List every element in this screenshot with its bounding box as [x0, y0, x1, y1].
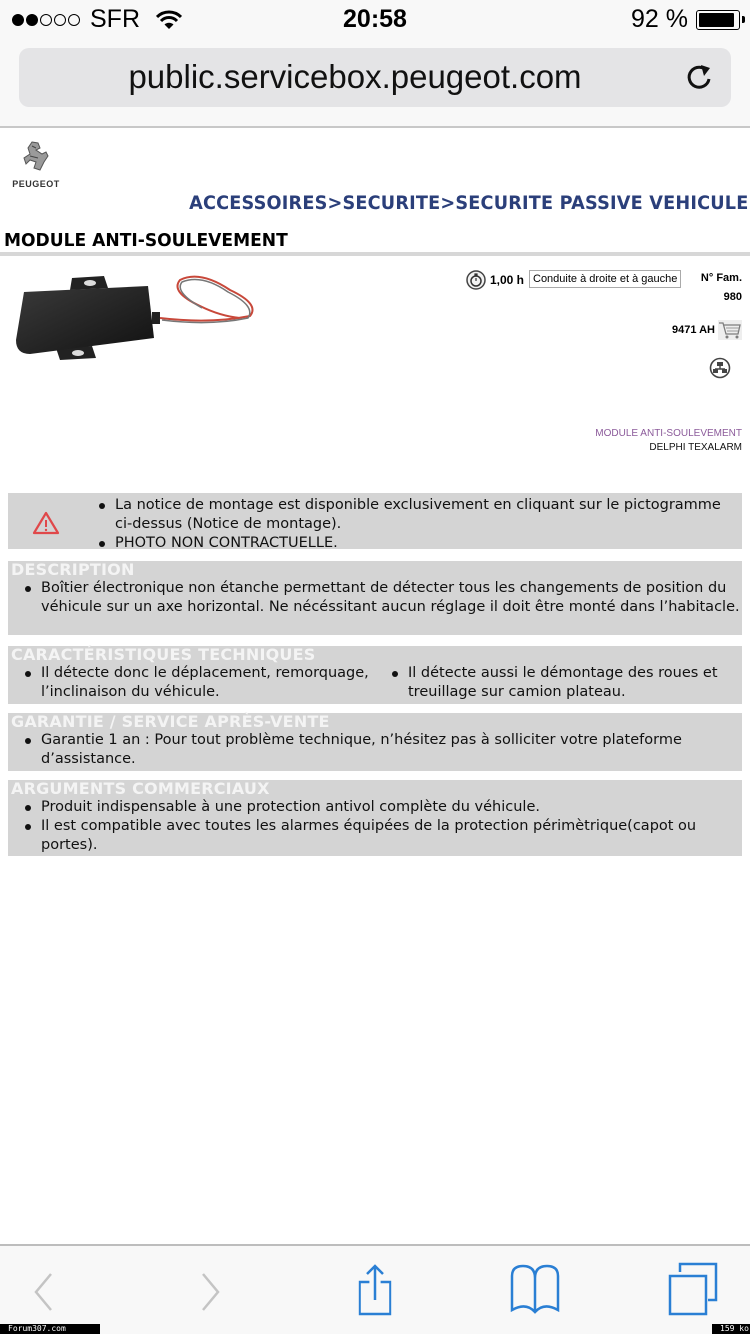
tabs-button[interactable] — [668, 1262, 718, 1318]
section-heading: CARACTÉRISTIQUES TECHNIQUES — [11, 645, 316, 664]
forward-button[interactable] — [186, 1262, 236, 1318]
list-item: Il détecte aussi le démontage des roues et treuillage sur camion plateau. — [375, 664, 742, 702]
reference-row — [672, 320, 742, 340]
drive-side-label: Conduite à droite et à gauche — [529, 270, 681, 288]
technical-specs-section — [8, 646, 742, 704]
section-heading: DESCRIPTION — [11, 560, 135, 579]
list-item: Il détecte donc le déplacement, remorquage, l’inclinaison du véhicule. — [8, 664, 375, 702]
section-heading: GARANTIE / SERVICE APRÈS-VENTE — [11, 712, 330, 731]
share-button[interactable] — [350, 1262, 400, 1318]
bookmarks-button[interactable] — [510, 1262, 560, 1318]
family-number-value: 980 — [723, 291, 742, 303]
book-icon — [510, 1262, 560, 1318]
chevron-right-icon — [186, 1262, 236, 1318]
lion-icon — [18, 140, 54, 172]
reload-icon[interactable] — [683, 61, 715, 93]
notice-item: La notice de montage est disponible exclusivement en cliquant sur le pictogramme ci-dessus (Notice de montage). — [82, 496, 736, 534]
browser-chrome — [0, 0, 750, 128]
assembly-notice-icon[interactable] — [709, 357, 731, 379]
product-caption-brand: DELPHI TEXALARM — [649, 442, 742, 453]
title-divider — [0, 252, 750, 256]
sales-arguments-section — [8, 780, 742, 856]
install-time — [466, 270, 524, 290]
list-item: Produit indispensable à une protection antivol complète du véhicule. — [8, 798, 742, 817]
watermark-forum: Forum307.com — [0, 1324, 100, 1334]
status-bar — [0, 0, 750, 40]
battery-icon — [696, 10, 740, 30]
carrier-name: SFR — [90, 5, 140, 33]
battery-percent: 92 % — [631, 5, 688, 33]
list-item: Il est compatible avec toutes les alarmes équipées de la protection périmètrique(capot ou portes). — [8, 817, 742, 855]
notice-item: PHOTO NON CONTRACTUELLE. — [82, 534, 736, 553]
cart-icon[interactable] — [718, 320, 742, 340]
stopwatch-icon — [466, 270, 486, 290]
install-time-value: 1,00 h — [489, 273, 524, 287]
page-title: MODULE ANTI-SOULEVEMENT — [4, 230, 288, 251]
notice-list — [82, 496, 736, 553]
warning-icon — [32, 511, 60, 535]
back-button[interactable] — [18, 1262, 68, 1318]
description-section — [8, 561, 742, 635]
section-heading: ARGUMENTS COMMERCIAUX — [11, 779, 270, 798]
product-image — [10, 268, 260, 388]
breadcrumb[interactable]: ACCESSOIRES>SECURITE>SECURITE PASSIVE VEHICULE — [188, 192, 748, 214]
browser-toolbar — [0, 1244, 750, 1334]
list-item: Boîtier électronique non étanche permettant de détecter tous les changements de position du véhicule sur un axe horizontal. Ne nécéssitant aucun réglage il doit être monté dans l’habitacle. — [8, 579, 742, 617]
notice-box — [8, 493, 742, 549]
address-bar[interactable] — [19, 48, 731, 107]
family-number-label: N° Fam. — [700, 272, 742, 284]
peugeot-logo[interactable] — [8, 140, 64, 189]
status-time: 20:58 — [343, 5, 407, 33]
reference-number: 9471 AH — [671, 324, 715, 336]
share-icon — [350, 1262, 400, 1318]
warranty-section — [8, 713, 742, 771]
tabs-icon — [668, 1262, 718, 1318]
list-item: Garantie 1 an : Pour tout problème technique, n’hésitez pas à solliciter votre plateforme d’assistance. — [8, 731, 742, 769]
url-text[interactable]: public.servicebox.peugeot.com — [128, 58, 582, 95]
product-caption-name: MODULE ANTI-SOULEVEMENT — [595, 428, 742, 439]
watermark-size: 159 ko — [712, 1324, 750, 1334]
chevron-left-icon — [18, 1262, 68, 1318]
brand-name: PEUGEOT — [12, 179, 60, 189]
